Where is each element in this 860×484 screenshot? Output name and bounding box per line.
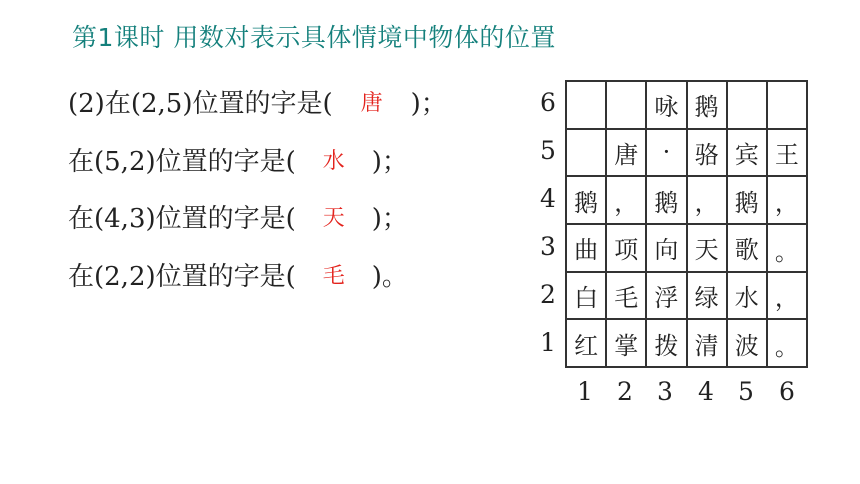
grid-cell: 歌 <box>728 225 768 273</box>
y-axis-label: 6 <box>540 88 556 117</box>
x-axis-label: 4 <box>698 377 714 406</box>
question-prefix: 在(5,2)位置的字是( <box>68 146 296 177</box>
grid-cell <box>567 130 607 178</box>
grid-cell: 天 <box>688 225 728 273</box>
y-axis-label: 2 <box>540 280 556 309</box>
answer-text: 唐 <box>360 90 383 116</box>
grid-cell: · <box>647 130 687 178</box>
grid-cell: 鹅 <box>567 177 607 225</box>
grid-cell: 咏 <box>647 82 687 130</box>
x-axis-label: 6 <box>779 377 795 406</box>
grid-cell: 鹅 <box>647 177 687 225</box>
grid-cell: 宾 <box>728 130 768 178</box>
grid-cell: 毛 <box>607 273 647 321</box>
grid-cell: 鹅 <box>688 82 728 130</box>
answer-text: 天 <box>322 205 345 231</box>
x-axis-label: 2 <box>617 377 633 406</box>
grid-cell: 项 <box>607 225 647 273</box>
grid-cell: 拨 <box>647 320 687 368</box>
grid-cell: 骆 <box>688 130 728 178</box>
y-axis-label: 5 <box>540 136 556 165</box>
grid-cell: ， <box>768 273 808 321</box>
grid-cell: 水 <box>728 273 768 321</box>
question-suffix: )； <box>410 88 447 119</box>
x-axis-label: 3 <box>657 377 673 406</box>
grid-cell: ， <box>768 177 808 225</box>
poem-grid <box>565 80 808 368</box>
question-line-1 <box>68 81 447 121</box>
question-line-4 <box>68 254 408 294</box>
y-axis-label: 4 <box>540 184 556 213</box>
grid-cell: 清 <box>688 320 728 368</box>
grid-cell: 鹅 <box>728 177 768 225</box>
grid-cell: 向 <box>647 225 687 273</box>
grid-cell: 曲 <box>567 225 607 273</box>
grid-cell <box>728 82 768 130</box>
page-title: 第1课时 用数对表示具体情境中物体的位置 <box>72 23 556 52</box>
question-suffix: )； <box>371 146 408 177</box>
grid-cell: 掌 <box>607 320 647 368</box>
grid-cell <box>768 82 808 130</box>
question-suffix: )； <box>371 203 408 234</box>
answer-text: 水 <box>322 148 345 174</box>
grid-cell <box>607 82 647 130</box>
question-prefix: (2)在(2,5)位置的字是( <box>68 88 333 119</box>
grid-cell: 。 <box>768 320 808 368</box>
grid-cell: 浮 <box>647 273 687 321</box>
question-suffix: )。 <box>371 261 408 292</box>
grid-cell: 王 <box>768 130 808 178</box>
question-line-2 <box>68 139 408 179</box>
y-axis-label: 1 <box>540 328 556 357</box>
question-prefix: 在(4,3)位置的字是( <box>68 203 296 234</box>
x-axis-label: 1 <box>577 377 593 406</box>
grid-cell <box>567 82 607 130</box>
grid-cell: 唐 <box>607 130 647 178</box>
grid-cell: ， <box>607 177 647 225</box>
grid-cell: 波 <box>728 320 768 368</box>
question-prefix: 在(2,2)位置的字是( <box>68 261 296 292</box>
question-line-3 <box>68 196 408 236</box>
grid-cell: 白 <box>567 273 607 321</box>
y-axis-label: 3 <box>540 232 556 261</box>
grid-cell: ， <box>688 177 728 225</box>
grid-cell: 绿 <box>688 273 728 321</box>
x-axis-label: 5 <box>738 377 754 406</box>
answer-text: 毛 <box>322 263 345 289</box>
grid-cell: 红 <box>567 320 607 368</box>
grid-cell: 。 <box>768 225 808 273</box>
